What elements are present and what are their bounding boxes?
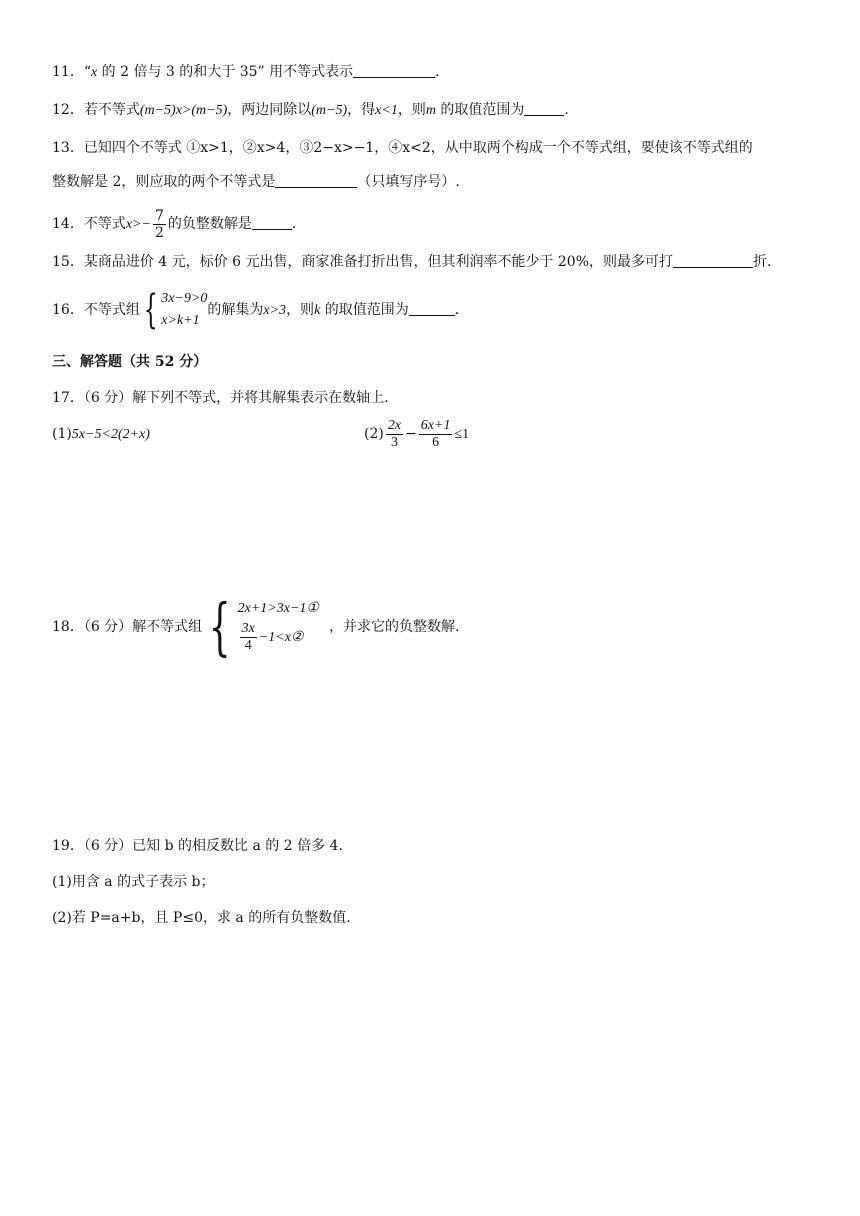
- system-equation: 2x+1>3x−1①: [237, 601, 319, 616]
- question-text: 折.: [753, 254, 772, 270]
- math-expression: ≤1: [454, 427, 470, 442]
- part-label: (2): [364, 426, 384, 442]
- question-16: [52, 288, 469, 333]
- fraction: [240, 621, 257, 654]
- question-text: 不等式组: [83, 302, 140, 318]
- math-expression: x<1: [375, 103, 398, 118]
- question-text: （只填写序号）.: [357, 174, 460, 190]
- fraction-numerator: 3x: [241, 621, 255, 637]
- question-text: 若不等式: [83, 102, 140, 118]
- question-text: .: [564, 102, 569, 118]
- question-text: ．: [454, 302, 469, 318]
- question-number: 17．: [52, 390, 84, 406]
- question-number: 14．: [52, 216, 84, 232]
- question-text: .: [435, 64, 440, 80]
- answer-blank[interactable]: [275, 173, 357, 188]
- question-13-line-1: [52, 138, 753, 158]
- question-text: ，并求它的负整数解.: [328, 619, 460, 635]
- answer-blank[interactable]: [524, 101, 564, 116]
- question-text: ．: [291, 216, 306, 232]
- question-number: 18．: [52, 619, 84, 635]
- math-expression: (m−5)x>(m−5): [139, 103, 228, 118]
- math-variable: k: [314, 303, 321, 318]
- system-equation: [238, 620, 319, 656]
- math-expression: x>−: [125, 217, 151, 232]
- math-expression: 5x−5<2(2+x): [71, 427, 150, 442]
- system-equation: x>k+1: [161, 313, 200, 328]
- inequality-system: [161, 288, 207, 332]
- answer-blank[interactable]: [673, 253, 753, 268]
- question-text: 整数解是 2，则应取的两个不等式是: [52, 174, 276, 190]
- question-13-line-2: [52, 172, 460, 192]
- system-equation: 3x−9>0: [161, 291, 208, 306]
- answer-blank[interactable]: [409, 301, 455, 316]
- question-text: 的 2 倍与 3 的和大于 35” 用不等式表示: [97, 64, 354, 80]
- question-14: [52, 206, 306, 243]
- math-variable: m: [425, 103, 436, 118]
- fraction-numerator: 6x+1: [420, 417, 451, 433]
- question-number: 11．: [52, 64, 84, 80]
- question-19: [52, 836, 343, 856]
- question-text: （6 分）解下列不等式，并将其解集表示在数轴上.: [83, 390, 389, 406]
- question-text: ，得: [347, 102, 376, 118]
- fraction-denominator: 2: [154, 224, 164, 241]
- question-text: “: [83, 64, 91, 80]
- math-variable: x: [91, 65, 98, 80]
- question-18: [52, 590, 460, 663]
- question-11: [52, 62, 440, 83]
- question-17-part-2: [364, 414, 469, 455]
- fraction-numerator: 2x: [387, 417, 402, 433]
- question-19-part-2: (2)若 P=a+b，且 P≤0，求 a 的所有负整数值.: [52, 910, 351, 926]
- system-brace: {: [143, 287, 158, 333]
- question-number: 19．: [52, 838, 84, 854]
- math-expression: −1<x②: [258, 630, 304, 645]
- question-text: 的取值范围为: [435, 102, 525, 118]
- question-19-part-1: (1)用含 a 的式子表示 b；: [52, 874, 215, 890]
- question-17: [52, 388, 389, 408]
- question-text: ，则: [286, 302, 315, 318]
- question-text: 的取值范围为: [320, 302, 409, 318]
- question-15: [52, 252, 771, 272]
- math-operator: −: [405, 426, 417, 442]
- answer-blank[interactable]: [252, 215, 292, 230]
- question-text: 某商品进价 4 元，标价 6 元出售，商家准备打折出售，但其利润率不能少于 20%，则最多可打: [83, 254, 674, 270]
- math-expression: (m−5): [311, 103, 348, 118]
- fraction-denominator: 4: [244, 638, 252, 654]
- question-text: ，两边同除以: [227, 102, 312, 118]
- fraction-denominator: 3: [390, 434, 398, 450]
- question-text: 的解集为: [207, 302, 264, 318]
- math-expression: x>3: [263, 303, 287, 318]
- question-number: 13．: [52, 140, 84, 156]
- question-number: 12．: [52, 102, 84, 118]
- fraction-denominator: 6: [432, 434, 440, 450]
- fraction: [419, 418, 453, 451]
- question-text: 已知四个不等式 ①x>1，②x>4，③2−x>−1，④x<2，从中取两个构成一个不等式组，要使该不等式组的: [83, 140, 753, 156]
- question-text: 的负整数解是: [167, 216, 252, 232]
- fraction-numerator: 7: [154, 207, 164, 224]
- question-17-part-1: [52, 424, 150, 445]
- inequality-system: [238, 598, 319, 656]
- question-text: ，则: [397, 102, 426, 118]
- question-number: 16．: [52, 302, 84, 318]
- question-12: [52, 100, 569, 121]
- fraction: [153, 208, 166, 241]
- fraction: [386, 418, 403, 451]
- part-label: (1): [52, 426, 72, 442]
- question-number: 15．: [52, 254, 84, 270]
- question-text: （6 分）解不等式组: [83, 619, 203, 635]
- question-text: （6 分）已知 b 的相反数比 a 的 2 倍多 4.: [83, 838, 343, 854]
- question-text: 不等式: [83, 216, 126, 232]
- system-brace: {: [209, 590, 231, 663]
- section-title: 三、解答题（共 52 分）: [52, 354, 208, 370]
- answer-blank[interactable]: [353, 63, 435, 78]
